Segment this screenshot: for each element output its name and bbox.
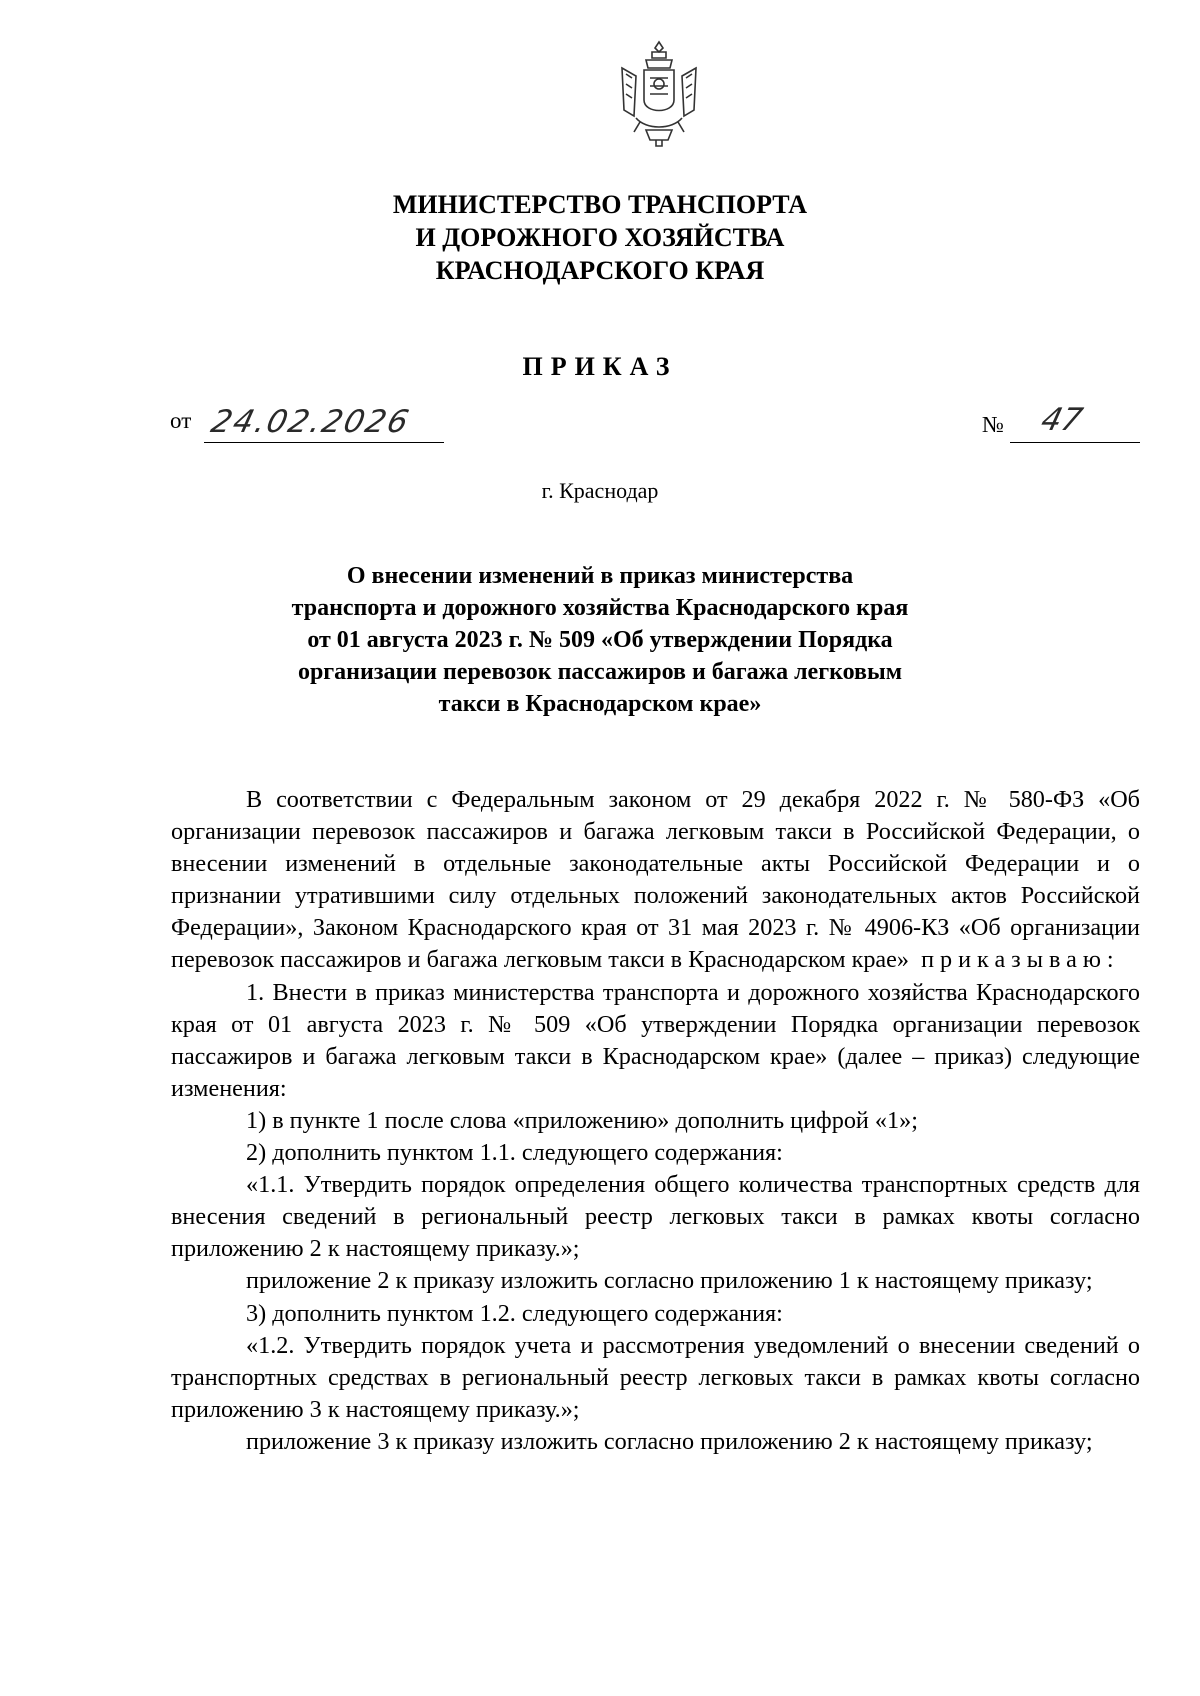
number-field — [1010, 400, 1140, 443]
date-label — [170, 408, 191, 434]
handwritten-date: 24.02.2026 — [207, 404, 414, 440]
preamble-text: В соответствии с Федеральным законом от 29 декабря 2022 г. № 580-ФЗ «Об организации перевозок пассажиров и багажа легковым такси в Российской Федерации, о внесении изменений в отдельные законодательные акты Российской Федерации и о признании утратившими силу отдельных положений законодательных актов Российской Федерации», Законом Краснодарского края от 31 мая 2023 г. № 4906-КЗ «Об организации перевозок пассажиров и багажа легковым такси в Краснодарском крае» — [171, 786, 1140, 974]
date-label-text: от — [170, 408, 192, 433]
body-paragraph: «1.1. Утвердить порядок определения общего количества транспортных средств для внесения сведений в региональный реестр легковых такси в рамках квоты согласно приложению 2 к настоящему приказу.»; — [171, 1171, 1140, 1263]
subject-line: такси в Краснодарском крае» — [438, 691, 762, 717]
body-paragraph: «1.2. Утвердить порядок учета и рассмотрения уведомлений о внесении сведений о транспортных средствах в региональный реестр легковых такси в рамках квоты согласно приложению 3 к настоящему приказу.»; — [171, 1331, 1140, 1423]
order-subject — [0, 560, 1200, 720]
order-word: приказываю: — [921, 946, 1120, 974]
subject-line: организации перевозок пассажиров и багажа легковым — [297, 659, 903, 685]
subject-line: О внесении изменений в приказ министерства — [346, 563, 854, 589]
body-paragraph: приложение 3 к приказу изложить согласно приложению 2 к настоящему приказу; — [246, 1427, 1093, 1455]
ministry-line: КРАСНОДАРСКОГО КРАЯ — [435, 256, 765, 285]
ministry-name — [0, 188, 1200, 287]
subject-line: транспорта и дорожного хозяйства Краснодарского края — [291, 595, 909, 621]
body-paragraph: приложение 2 к приказу изложить согласно приложению 1 к настоящему приказу; — [246, 1267, 1093, 1295]
ministry-line: МИНИСТЕРСТВО ТРАНСПОРТА — [392, 190, 808, 219]
date-field — [204, 400, 444, 443]
document-type-title: ПРИКАЗ — [522, 352, 678, 381]
body-paragraph: 1. Внести в приказ министерства транспорта и дорожного хозяйства Краснодарского края от 01 августа 2023 г. № 509 «Об утверждении Порядка организации перевозок пассажиров и багажа легковым такси в Краснодарском крае» (далее – приказ) следующие изменения: — [171, 978, 1140, 1102]
city-name: г. Краснодар — [541, 478, 659, 503]
body-paragraph: 2) дополнить пунктом 1.1. следующего содержания: — [246, 1139, 783, 1167]
order-body — [171, 784, 1140, 1458]
coat-of-arms-icon — [616, 38, 702, 148]
preamble-paragraph — [171, 784, 1140, 977]
subject-line: от 01 августа 2023 г. № 509 «Об утверждении Порядка — [307, 627, 893, 653]
handwritten-number: 47 — [1037, 402, 1086, 438]
body-paragraph: 3) дополнить пунктом 1.2. следующего содержания: — [246, 1299, 783, 1327]
body-paragraph: 1) в пункте 1 после слова «приложению» дополнить цифрой «1»; — [246, 1106, 918, 1134]
ministry-line: И ДОРОЖНОГО ХОЗЯЙСТВА — [415, 223, 785, 252]
number-label: № — [982, 412, 1004, 437]
